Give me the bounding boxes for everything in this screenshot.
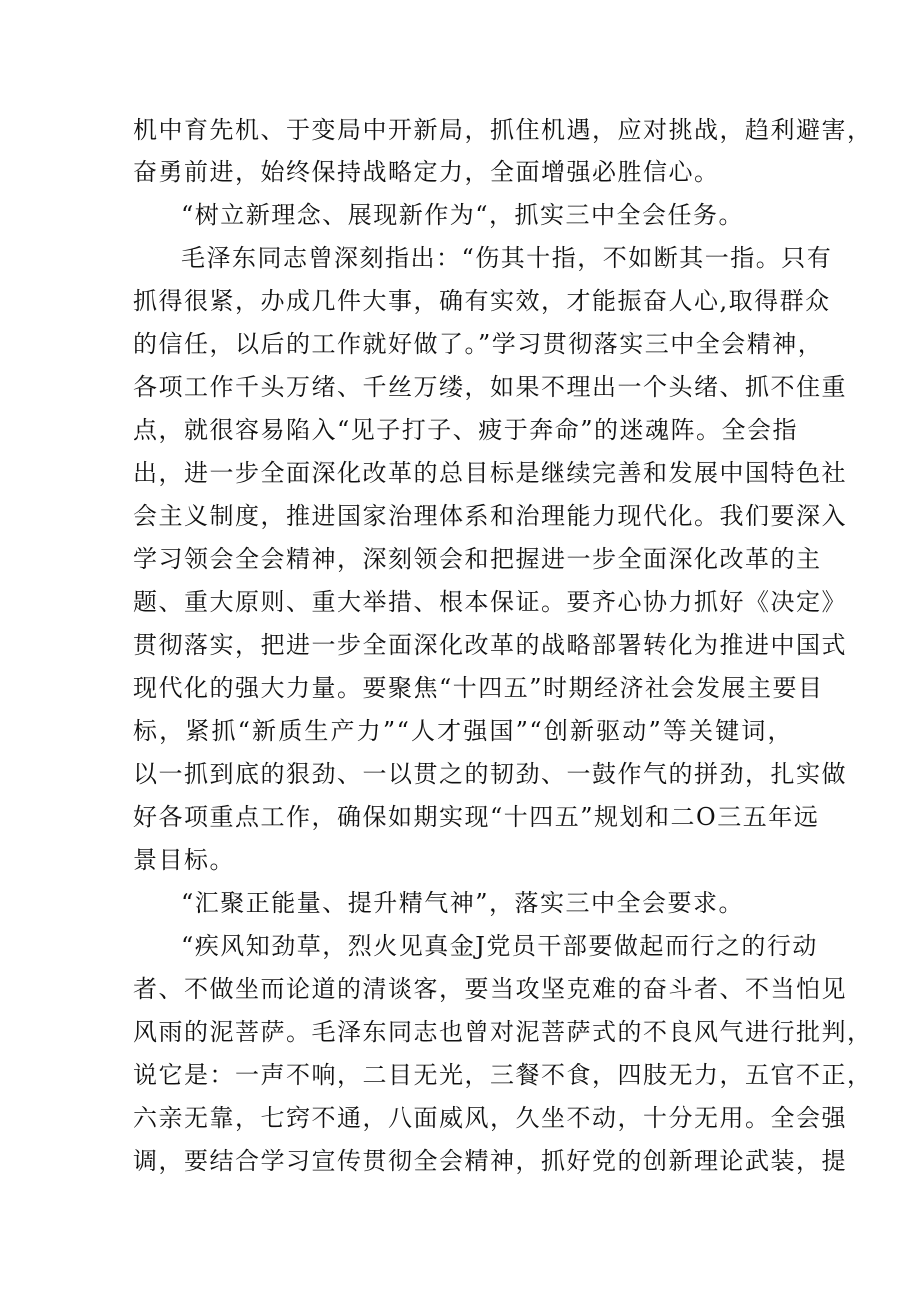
text-line: 毛泽东同志曾深刻指出：“伤其十指，不如断其一指。只有 [181,244,833,272]
text-line: 会主义制度，推进国家治理体系和治理能力现代化。我们要深入 [133,502,847,530]
text-line: 好各项重点工作，确保如期实现“十四五”规划和二O三五年远 [133,803,820,831]
text-line: 现代化的强大力量。要聚焦“十四五”时期经济社会发展主要目 [133,674,824,702]
text-line: 标，紧抓“新质生产力”“人才强国”“创新驱动”等关键词， [133,717,793,745]
text-line: 者、不做坐而论道的清谈客，要当攻坚克难的奋斗者、不当怕见 [133,975,847,1003]
text-line: 各项工作千头万绪、千丝万缕，如果不理出一个头绪、抓不住重 [133,373,847,401]
text-line: 奋勇前进，始终保持战略定力，全面增强必胜信心。 [133,158,720,186]
text-line: 景目标。 [133,846,235,874]
text-line: 点，就很容易陷入“见子打子、疲于奔命”的迷魂阵。全会指 [133,416,799,444]
text-line: 学习领会全会精神，深刻领会和把握进一步全面深化改革的主 [133,545,822,573]
text-line: 调，要结合学习宣传贯彻全会精神，抓好党的创新理论武装，提 [133,1147,847,1175]
text-line: 题、重大原则、重大举措、根本保证。要齐心协力抓好《决定》 [133,588,847,616]
text-line: 机中育先机、于变局中开新局，抓住机遇，应对挑战，趋利避害， [133,116,873,144]
text-line: 说它是：一声不响，二目无光，三餐不食，四肢无力，五官不正， [133,1061,873,1089]
text-line: 的信任，以后的工作就好做了。”学习贯彻落实三中全会精神， [133,330,824,358]
text-line: 出，进一步全面深化改革的总目标是继续完善和发展中国特色社 [133,459,847,487]
text-line: 以一抓到底的狠劲、一以贯之的韧劲、一鼓作气的拼劲，扎实做 [133,760,847,788]
text-line: 抓得很紧，办成几件大事，确有实效，才能振奋人心,取得群众 [133,287,831,315]
text-line: “疾风知劲草，烈火见真金J党员干部要做起而行之的行动 [181,932,818,960]
text-line: 风雨的泥菩萨。毛泽东同志也曾对泥菩萨式的不良风气进行批判， [133,1018,873,1046]
section-heading: “树立新理念、展现新作为“，抓实三中全会任务。 [181,201,745,229]
text-line: 六亲无靠，七窍不通，八面威风，久坐不动，十分无用。全会强 [133,1104,847,1132]
section-heading: “汇聚正能量、提升精气神”，落实三中全会要求。 [181,889,745,917]
text-line: 贯彻落实，把进一步全面深化改革的战略部署转化为推进中国式 [133,631,847,659]
